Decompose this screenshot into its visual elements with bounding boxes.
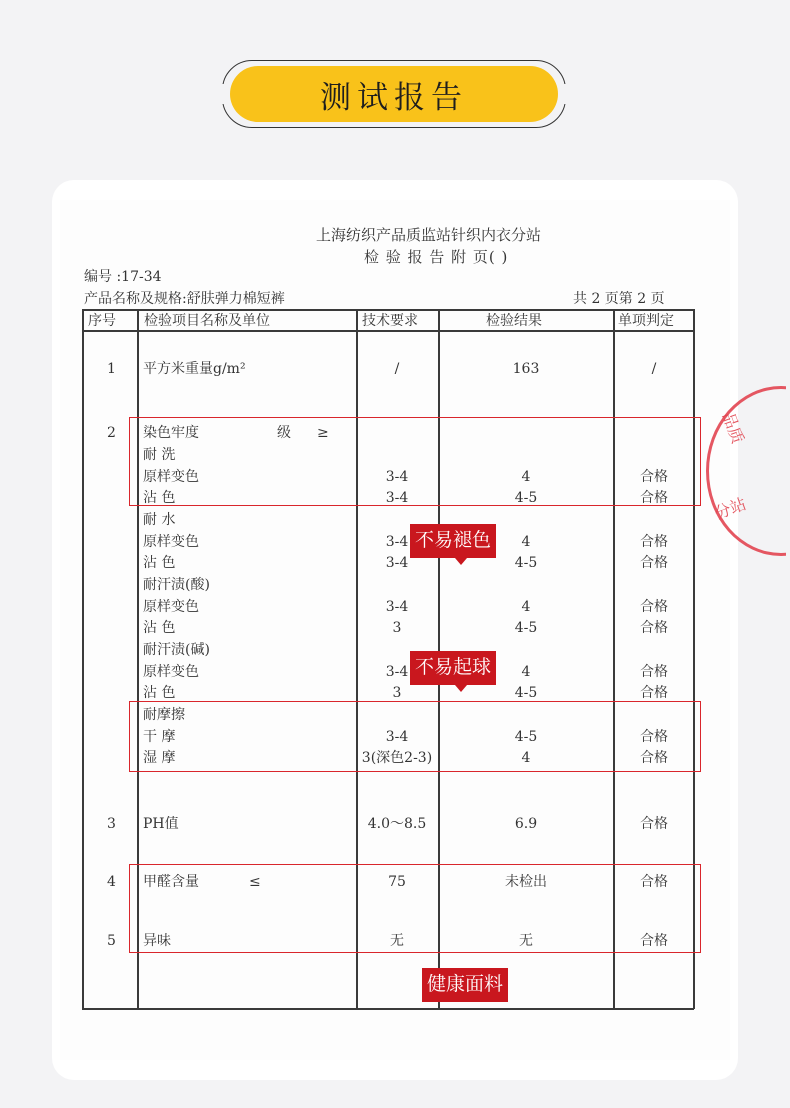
row-requirement: 3 [392,620,402,636]
dyeing-op: ≥ [317,425,329,441]
row-requirement: / [394,361,400,377]
doc-org: 上海纺织产品质监站针织内衣分站 [316,226,542,244]
row-item: 湿 摩 [143,750,176,766]
row-verdict: 合格 [640,933,668,949]
doc-pages: 共 2 页第 2 页 [573,291,665,307]
row-requirement: 3-4 [385,490,409,506]
row-result: 163 [512,361,540,377]
col-header-result: 检验结果 [486,313,542,329]
row-item: 原样变色 [143,664,199,680]
badge-pilling-tip [455,685,467,692]
col-header-item: 检验项目名称及单位 [144,313,270,329]
row-verdict: / [651,361,657,377]
row-item: 耐摩擦 [143,707,185,723]
row-item: 染色牢度 [143,425,199,441]
row-result: 4 [521,469,531,485]
row-verdict: 合格 [640,664,668,680]
row-result: 未检出 [505,874,547,890]
row-item: 异味 [143,933,171,949]
row-result: 无 [519,933,533,949]
row-item: 耐 洗 [143,447,176,463]
row-verdict: 合格 [640,469,668,485]
badge-healthy-fabric: 健康面料 [422,968,508,1002]
row-requirement: 3-4 [385,555,409,571]
row-requirement: 无 [390,933,404,949]
row-item: 沾 色 [143,685,176,701]
row-item: 沾 色 [143,620,176,636]
row-verdict: 合格 [640,599,668,615]
row-requirement: 3-4 [385,729,409,745]
badge-fade-resistant: 不易褪色 [410,524,496,558]
row-item: 沾 色 [143,555,176,571]
row-item: PH值 [143,816,179,832]
row-verdict: 合格 [640,555,668,571]
row-verdict: 合格 [640,750,668,766]
row-requirement: 3 [392,685,402,701]
row-item: 干 摩 [143,729,176,745]
row-result: 4 [521,534,531,550]
formaldehyde-op: ≤ [249,874,261,890]
row-verdict: 合格 [640,490,668,506]
row-item: 沾 色 [143,490,176,506]
row-verdict: 合格 [640,685,668,701]
dyeing-unit: 级 [277,425,291,441]
row-verdict: 合格 [640,620,668,636]
row-no: 1 [107,361,116,377]
row-requirement: 3-4 [385,664,409,680]
highlight-health [129,864,701,953]
row-verdict: 合格 [640,874,668,890]
row-item: 耐汗渍(碱) [143,642,210,658]
row-requirement: 4.0～8.5 [367,816,427,832]
row-requirement: 3(深色2-3) [361,750,433,766]
row-verdict: 合格 [640,534,668,550]
row-item: 原样变色 [143,469,199,485]
inspection-stamp: 品质 分站 [706,386,786,556]
col-header-no: 序号 [88,313,116,329]
highlight-washfastness [129,417,701,506]
col-header-verdict: 单项判定 [618,313,674,329]
row-item: 耐 水 [143,512,176,528]
row-item: 原样变色 [143,599,199,615]
row-requirement: 3-4 [385,469,409,485]
badge-fade-tip [455,558,467,565]
row-result: 4-5 [514,729,538,745]
row-requirement: 75 [388,874,406,890]
row-item: 甲醛含量 [143,874,199,890]
doc-number: 编号 :17-34 [84,269,162,285]
doc-subtitle: 检 验 报 告 附 页( ) [364,248,509,266]
row-result: 4 [521,664,531,680]
page-title: 测试报告 [230,66,558,122]
row-item: 平方米重量g/m² [143,361,246,377]
row-result: 4-5 [514,490,538,506]
row-no: 4 [107,874,116,890]
row-result: 4-5 [514,620,538,636]
badge-anti-pilling: 不易起球 [410,651,496,685]
doc-product: 产品名称及规格:舒肤弹力棉短裤 [84,291,285,307]
row-result: 4 [521,599,531,615]
row-no: 3 [107,816,116,832]
row-result: 4-5 [514,685,538,701]
row-verdict: 合格 [640,729,668,745]
col-header-req: 技术要求 [362,313,418,329]
row-result: 4-5 [514,555,538,571]
row-requirement: 3-4 [385,534,409,550]
row-no: 5 [107,933,116,949]
row-result: 6.9 [514,816,538,832]
row-item: 耐汗渍(酸) [143,577,210,593]
row-item: 原样变色 [143,534,199,550]
row-result: 4 [521,750,531,766]
highlight-rubbing [129,701,701,772]
row-requirement: 3-4 [385,599,409,615]
row-verdict: 合格 [640,816,668,832]
row-no: 2 [107,425,116,441]
